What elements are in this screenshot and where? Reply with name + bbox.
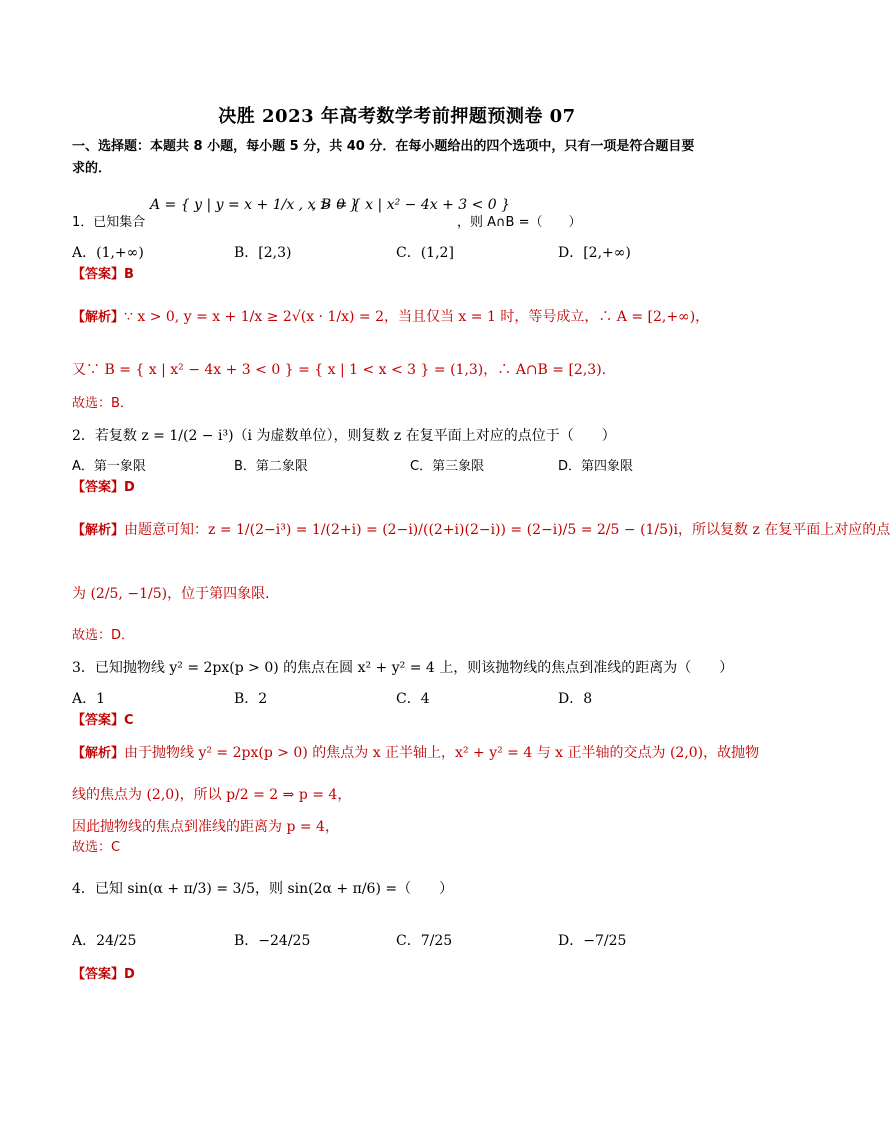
q3-answer: 【答案】C bbox=[72, 713, 134, 728]
q2-option-c: C．第三象限 bbox=[410, 459, 485, 474]
q1-explanation-2 bbox=[72, 361, 616, 380]
q1-option-d: D．[2,+∞) bbox=[558, 245, 631, 261]
q1-choose: 故选：B． bbox=[72, 396, 133, 411]
question-2 bbox=[72, 427, 616, 446]
q1-option-b: B．[2,3) bbox=[234, 245, 292, 261]
question-3 bbox=[72, 659, 733, 678]
q4-option-d: D．−7/25 bbox=[558, 933, 627, 949]
q1-prefix: 1．已知集合 bbox=[72, 215, 146, 230]
q4-text: 4．已知 sin(α + π/3) = 3/5，则 sin(2α + π/6) =（ ） bbox=[72, 881, 454, 897]
q2-exp-text-1: 由题意可知：z = 1/(2−i³) = 1/(2+i) = (2−i)/((2+i)(2−i)) = (2−i)/5 = 2/5 − (1/5)i，所以复数 z 在复平面上对应的点 bbox=[124, 522, 890, 538]
q3-text: 3．已知抛物线 y² = 2px(p > 0) 的焦点在圆 x² + y² = 4 上，则该抛物线的焦点到准线的距离为（ ） bbox=[72, 660, 734, 676]
q2-exp-text-2: 为 (2/5, −1/5)，位于第四象限． bbox=[72, 586, 280, 602]
q3-choose: 故选：C bbox=[72, 840, 121, 855]
q4-option-a: A．24/25 bbox=[72, 933, 137, 949]
q3-explanation-1 bbox=[72, 744, 759, 763]
q1-set-b: , B = { x | x² − 4x + 3 < 0 } bbox=[312, 197, 511, 213]
q3-option-d: D．8 bbox=[558, 691, 593, 707]
q1-option-c: C．(1,2] bbox=[396, 245, 454, 261]
q3-exp-text-2: 线的焦点为 (2,0)，所以 p/2 = 2 ⇒ p = 4， bbox=[72, 787, 352, 803]
section-heading-cont: 求的． bbox=[72, 161, 112, 176]
q2-option-a: A．第一象限 bbox=[72, 459, 146, 474]
q3-exp-label: 【解析】 bbox=[72, 746, 125, 761]
q1-exp-text-1: ∵ x > 0, y = x + 1/x ≥ 2√(x · 1/x) = 2，当且仅当 x = 1 时，等号成立，∴ A = [2,+∞)， bbox=[124, 309, 710, 325]
q1-set-a: A = { y | y = x + 1/x , x > 0 } bbox=[150, 197, 359, 213]
q2-choose: 故选：D． bbox=[72, 628, 135, 643]
q3-exp-text-1: 由于抛物线 y² = 2px(p > 0) 的焦点为 x 正半轴上，x² + y² = 4 与 x 正半轴的交点为 (2,0)，故抛物 bbox=[124, 745, 760, 761]
q1-exp-label: 【解析】 bbox=[72, 310, 125, 325]
q2-explanation-1 bbox=[72, 521, 890, 540]
page-title: 决胜 2023 年高考数学考前押题预测卷 07 bbox=[218, 106, 576, 127]
q3-explanation-2 bbox=[72, 786, 351, 805]
q1-suffix: ，则 A∩B =（ ） bbox=[457, 215, 582, 230]
q1-option-a: A．(1,+∞) bbox=[72, 245, 144, 261]
q3-option-a: A．1 bbox=[72, 691, 106, 707]
section-heading: 一、选择题：本题共 8 小题，每小题 5 分，共 40 分．在每小题给出的四个选项中，只有一项是符合题目要 bbox=[72, 139, 695, 154]
q3-option-b: B．2 bbox=[234, 691, 268, 707]
q2-explanation-2 bbox=[72, 585, 279, 604]
q1-exp-text-2: 又∵ B = { x | x² − 4x + 3 < 0 } = { x | 1 < x < 3 } = (1,3)，∴ A∩B = [2,3)． bbox=[72, 362, 616, 378]
q2-text: 2．若复数 z = 1/(2 − i³)（i 为虚数单位），则复数 z 在复平面上对应的点位于（ ） bbox=[72, 428, 616, 444]
q3-exp-text-3: 因此抛物线的焦点到准线的距离为 p = 4， bbox=[72, 819, 339, 835]
question-4 bbox=[72, 880, 453, 899]
q1-answer: 【答案】B bbox=[72, 267, 134, 282]
q3-explanation-3 bbox=[72, 818, 339, 837]
q1-explanation-1 bbox=[72, 308, 709, 327]
q2-exp-label: 【解析】 bbox=[72, 523, 125, 538]
q2-option-d: D．第四象限 bbox=[558, 459, 634, 474]
q3-option-c: C．4 bbox=[396, 691, 430, 707]
q2-answer: 【答案】D bbox=[72, 480, 135, 495]
q2-option-b: B．第二象限 bbox=[234, 459, 308, 474]
q4-answer: 【答案】D bbox=[72, 967, 135, 982]
q4-option-b: B．−24/25 bbox=[234, 933, 311, 949]
q4-option-c: C．7/25 bbox=[396, 933, 453, 949]
